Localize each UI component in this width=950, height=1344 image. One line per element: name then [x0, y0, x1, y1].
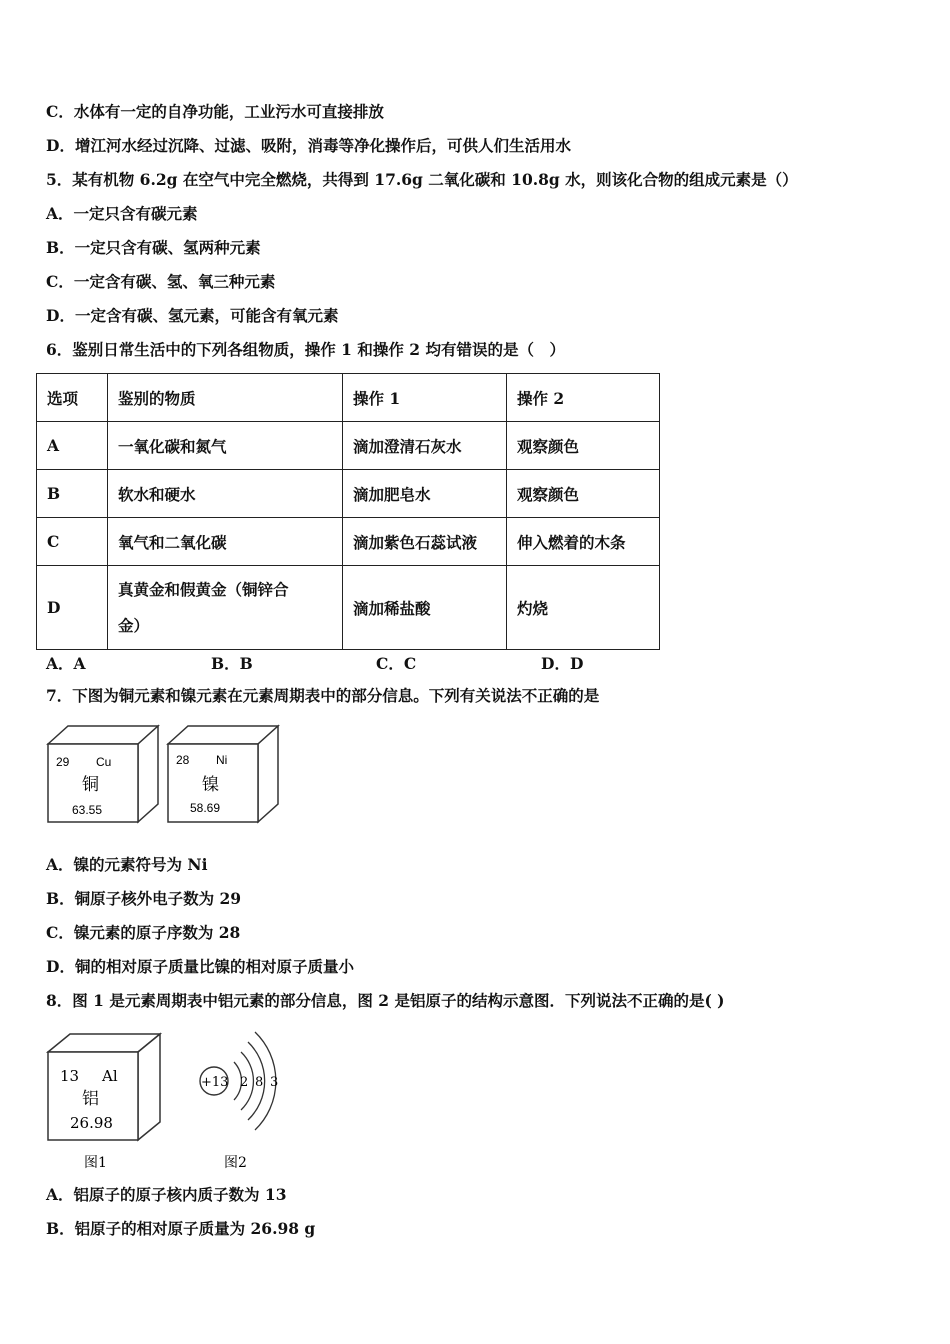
table-cell: A — [37, 422, 108, 470]
aluminum-atom-diagram — [200, 1032, 278, 1130]
q7-element-cards — [44, 722, 284, 826]
al-name: 铝 — [82, 1089, 99, 1109]
table-cell: B — [37, 470, 108, 518]
table-cell: 滴加肥皂水 — [343, 470, 507, 518]
q6-option-a: A．A — [46, 654, 86, 673]
q6-table — [36, 373, 660, 650]
q5-stem: 5．某有机物 6.2g 在空气中完全燃烧，共得到 17.6g 二氧化碳和 10.8g 水，则该化合物的组成元素是（） — [46, 170, 798, 189]
al-element-card — [48, 1034, 160, 1140]
shell-electrons-2: 8 — [255, 1075, 264, 1090]
ni-element-card — [168, 726, 278, 822]
shell-electrons-1: 2 — [240, 1075, 249, 1090]
q8-figures — [44, 1024, 294, 1174]
header-cell: 操作 2 — [507, 374, 660, 422]
q8-stem: 8．图 1 是元素周期表中铝元素的部分信息，图 2 是铝原子的结构示意图．下列说法不正确的是( ) — [46, 991, 725, 1010]
table-cell: 氧气和二氧化碳 — [108, 518, 343, 566]
q8-option-b: B．铝原子的相对原子质量为 26.98 g — [46, 1219, 316, 1238]
q5-option-a: A．一定只含有碳元素 — [46, 204, 198, 223]
header-cell: 鉴别的物质 — [108, 374, 343, 422]
table-cell-multiline — [108, 566, 343, 650]
al-mass: 26.98 — [70, 1114, 113, 1132]
table-row — [37, 566, 660, 650]
table-header-row — [37, 374, 660, 422]
q7-option-c: C．镍元素的原子序数为 28 — [46, 923, 241, 942]
table-cell: 观察颜色 — [507, 470, 660, 518]
fig1-caption: 图1 — [84, 1155, 107, 1171]
cu-number: 29 — [56, 755, 70, 769]
header-cell: 选项 — [37, 374, 108, 422]
q6-option-c: C．C — [376, 654, 417, 673]
table-cell: 观察颜色 — [507, 422, 660, 470]
table-cell: 灼烧 — [507, 566, 660, 650]
table-row — [37, 422, 660, 470]
q5-option-d: D．一定含有碳、氢元素，可能含有氧元素 — [46, 306, 339, 325]
table-cell: 软水和硬水 — [108, 470, 343, 518]
cu-element-card — [48, 726, 158, 822]
table-row — [37, 518, 660, 566]
ni-name: 镍 — [202, 775, 219, 795]
q7-option-a: A．镍的元素符号为 Ni — [46, 855, 208, 874]
q7-option-d: D．铜的相对原子质量比镍的相对原子质量小 — [46, 957, 354, 976]
q4-option-d: D．增江河水经过沉降、过滤、吸附，消毒等净化操作后，可供人们生活用水 — [46, 136, 571, 155]
table-row — [37, 470, 660, 518]
ni-number: 28 — [176, 753, 190, 767]
table-cell: 一氧化碳和氮气 — [108, 422, 343, 470]
al-symbol: Al — [102, 1067, 118, 1085]
cu-symbol: Cu — [96, 755, 112, 769]
table-cell: 伸入燃着的木条 — [507, 518, 660, 566]
table-cell: C — [37, 518, 108, 566]
header-cell: 操作 1 — [343, 374, 507, 422]
q4-option-c: C．水体有一定的自净功能，工业污水可直接排放 — [46, 102, 384, 121]
table-cell: 滴加紫色石蕊试液 — [343, 518, 507, 566]
fig2-caption: 图2 — [224, 1155, 247, 1171]
cell-line-1: 真黄金和假黄金（铜锌合 — [118, 579, 289, 599]
cell-line-2: 金） — [118, 615, 150, 635]
table-cell: 滴加澄清石灰水 — [343, 422, 507, 470]
shell-electrons-3: 3 — [270, 1075, 279, 1090]
q6-option-b: B．B — [211, 654, 253, 673]
q6-stem: 6．鉴别日常生活中的下列各组物质，操作 1 和操作 2 均有错误的是（ ） — [46, 340, 565, 359]
q8-option-a: A．铝原子的原子核内质子数为 13 — [46, 1185, 287, 1204]
table-cell: 滴加稀盐酸 — [343, 566, 507, 650]
ni-symbol: Ni — [216, 753, 228, 767]
ni-mass: 58.69 — [190, 801, 221, 815]
q5-option-b: B．一定只含有碳、氢两种元素 — [46, 238, 261, 257]
q7-stem: 7．下图为铜元素和镍元素在元素周期表中的部分信息。下列有关说法不正确的是 — [46, 686, 600, 705]
cu-mass: 63.55 — [72, 803, 103, 817]
nucleus-charge: +13 — [201, 1075, 229, 1090]
q5-option-c: C．一定含有碳、氢、氧三种元素 — [46, 272, 276, 291]
al-number: 13 — [60, 1067, 80, 1085]
cu-name: 铜 — [82, 775, 99, 795]
table-cell: D — [37, 566, 108, 650]
q7-option-b: B．铜原子核外电子数为 29 — [46, 889, 242, 908]
q6-option-d: D．D — [541, 654, 584, 673]
